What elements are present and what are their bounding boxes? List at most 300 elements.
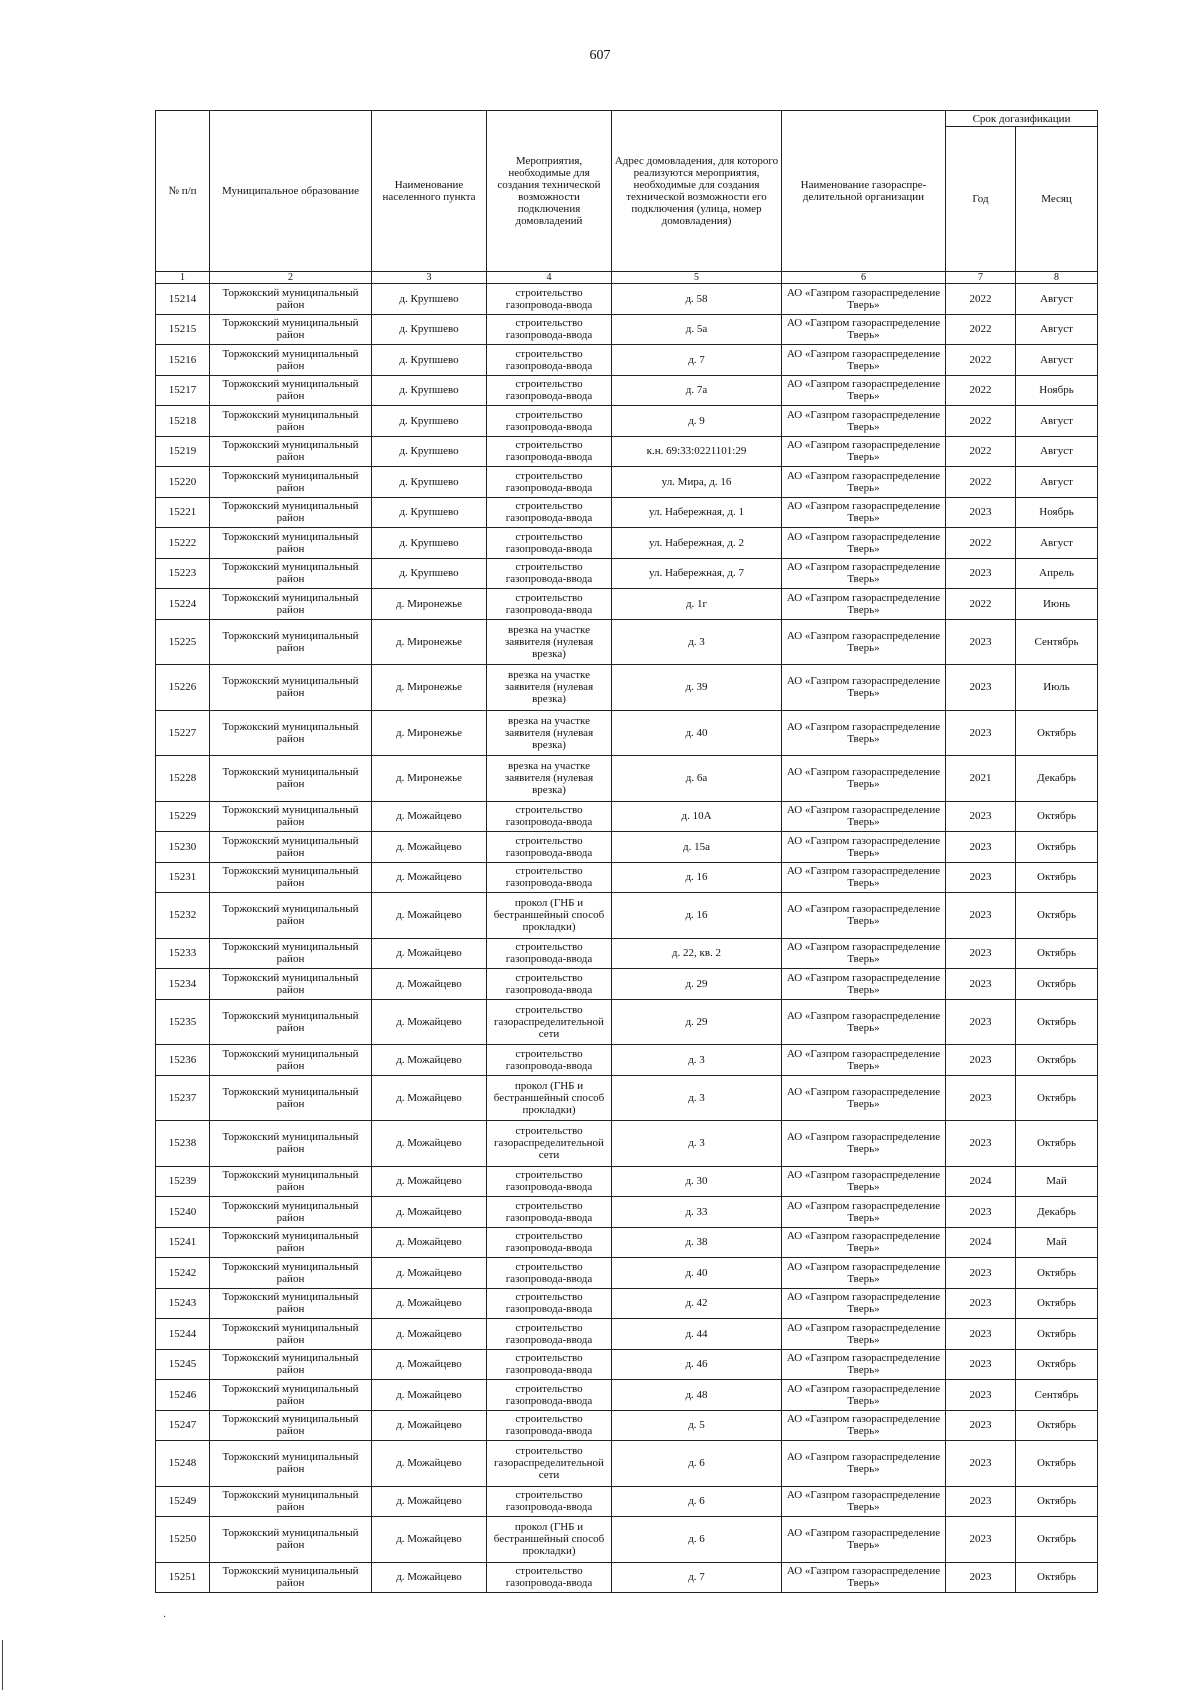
cell-number: 15240 — [156, 1197, 210, 1228]
cell-municipality: Торжокский муниципальный район — [210, 375, 372, 406]
cell-gdo: АО «Газпром газораспределение Тверь» — [782, 710, 946, 756]
header-gdo: Наименование газораспре-делительной организации — [782, 111, 946, 272]
cell-year: 2022 — [946, 436, 1016, 467]
cell-year: 2022 — [946, 314, 1016, 345]
cell-year: 2023 — [946, 938, 1016, 969]
cell-measure: строительство газопровода-ввода — [487, 1258, 612, 1289]
cell-month: Октябрь — [1016, 1258, 1098, 1289]
cell-measure: прокол (ГНБ и бестраншейный способ прокладки) — [487, 1075, 612, 1121]
cell-settlement: д. Можайцево — [372, 1045, 487, 1076]
cell-settlement: д. Можайцево — [372, 1227, 487, 1258]
cell-gdo: АО «Газпром газораспределение Тверь» — [782, 284, 946, 315]
cell-month: Октябрь — [1016, 1517, 1098, 1563]
cell-number: 15219 — [156, 436, 210, 467]
cell-month: Сентябрь — [1016, 619, 1098, 665]
cell-year: 2023 — [946, 497, 1016, 528]
cell-settlement: д. Миронежье — [372, 665, 487, 711]
cell-gdo: АО «Газпром газораспределение Тверь» — [782, 938, 946, 969]
table-row — [156, 1349, 1098, 1380]
cell-measure: строительство газопровода-ввода — [487, 558, 612, 589]
cell-year: 2022 — [946, 375, 1016, 406]
cell-municipality: Торжокский муниципальный район — [210, 1075, 372, 1121]
scan-edge-line — [2, 1640, 3, 1690]
cell-municipality: Торжокский муниципальный район — [210, 314, 372, 345]
cell-gdo: АО «Газпром газораспределение Тверь» — [782, 801, 946, 832]
cell-municipality: Торжокский муниципальный район — [210, 801, 372, 832]
cell-measure: врезка на участке заявителя (нулевая врезка) — [487, 619, 612, 665]
cell-year: 2021 — [946, 756, 1016, 802]
cell-number: 15214 — [156, 284, 210, 315]
cell-address: д. 22, кв. 2 — [612, 938, 782, 969]
cell-number: 15236 — [156, 1045, 210, 1076]
cell-settlement: д. Можайцево — [372, 862, 487, 893]
cell-settlement: д. Можайцево — [372, 1562, 487, 1593]
cell-settlement: д. Крупшево — [372, 345, 487, 376]
cell-month: Июнь — [1016, 589, 1098, 620]
table-row — [156, 1380, 1098, 1411]
column-number: 2 — [210, 272, 372, 284]
cell-settlement: д. Можайцево — [372, 801, 487, 832]
cell-month: Декабрь — [1016, 1197, 1098, 1228]
cell-gdo: АО «Газпром газораспределение Тверь» — [782, 756, 946, 802]
table-row — [156, 862, 1098, 893]
cell-municipality: Торжокский муниципальный район — [210, 1166, 372, 1197]
cell-settlement: д. Крупшево — [372, 314, 487, 345]
cell-measure: строительство газопровода-ввода — [487, 1227, 612, 1258]
cell-settlement: д. Можайцево — [372, 1197, 487, 1228]
cell-address: д. 7 — [612, 345, 782, 376]
cell-municipality: Торжокский муниципальный район — [210, 284, 372, 315]
cell-gdo: АО «Газпром газораспределение Тверь» — [782, 999, 946, 1045]
cell-measure: строительство газопровода-ввода — [487, 1319, 612, 1350]
cell-number: 15235 — [156, 999, 210, 1045]
header-year: Год — [946, 127, 1016, 272]
cell-number: 15217 — [156, 375, 210, 406]
cell-month: Октябрь — [1016, 1045, 1098, 1076]
cell-settlement: д. Можайцево — [372, 832, 487, 863]
cell-gdo: АО «Газпром газораспределение Тверь» — [782, 558, 946, 589]
cell-measure: врезка на участке заявителя (нулевая врезка) — [487, 710, 612, 756]
cell-month: Август — [1016, 436, 1098, 467]
table-row — [156, 314, 1098, 345]
cell-address: д. 16 — [612, 893, 782, 939]
cell-settlement: д. Крупшево — [372, 467, 487, 498]
cell-municipality: Торжокский муниципальный район — [210, 1380, 372, 1411]
cell-gdo: АО «Газпром газораспределение Тверь» — [782, 1517, 946, 1563]
cell-measure: прокол (ГНБ и бестраншейный способ прокладки) — [487, 1517, 612, 1563]
cell-measure: строительство газопровода-ввода — [487, 375, 612, 406]
cell-address: д. 5 — [612, 1410, 782, 1441]
cell-gdo: АО «Газпром газораспределение Тверь» — [782, 1319, 946, 1350]
cell-address: ул. Набережная, д. 7 — [612, 558, 782, 589]
cell-municipality: Торжокский муниципальный район — [210, 893, 372, 939]
cell-address: д. 40 — [612, 710, 782, 756]
cell-address: д. 6 — [612, 1441, 782, 1487]
cell-address: д. 29 — [612, 969, 782, 1000]
table-row — [156, 1288, 1098, 1319]
cell-gdo: АО «Газпром газораспределение Тверь» — [782, 528, 946, 559]
cell-gdo: АО «Газпром газораспределение Тверь» — [782, 375, 946, 406]
cell-number: 15225 — [156, 619, 210, 665]
cell-gdo: АО «Газпром газораспределение Тверь» — [782, 1349, 946, 1380]
header-no: № п/п — [156, 111, 210, 272]
cell-gdo: АО «Газпром газораспределение Тверь» — [782, 1045, 946, 1076]
table-row — [156, 1121, 1098, 1167]
cell-measure: врезка на участке заявителя (нулевая врезка) — [487, 665, 612, 711]
cell-month: Июль — [1016, 665, 1098, 711]
table-row — [156, 1319, 1098, 1350]
cell-measure: строительство газопровода-ввода — [487, 1410, 612, 1441]
table-row — [156, 1486, 1098, 1517]
table-row — [156, 619, 1098, 665]
cell-settlement: д. Можайцево — [372, 1121, 487, 1167]
cell-measure: строительство газопровода-ввода — [487, 801, 612, 832]
column-number: 8 — [1016, 272, 1098, 284]
cell-gdo: АО «Газпром газораспределение Тверь» — [782, 1288, 946, 1319]
cell-year: 2023 — [946, 1486, 1016, 1517]
cell-address: д. 38 — [612, 1227, 782, 1258]
cell-municipality: Торжокский муниципальный район — [210, 436, 372, 467]
cell-municipality: Торжокский муниципальный район — [210, 1441, 372, 1487]
cell-gdo: АО «Газпром газораспределение Тверь» — [782, 1121, 946, 1167]
cell-month: Октябрь — [1016, 1349, 1098, 1380]
cell-number: 15247 — [156, 1410, 210, 1441]
cell-month: Октябрь — [1016, 1562, 1098, 1593]
cell-year: 2023 — [946, 1380, 1016, 1411]
cell-measure: строительство газопровода-ввода — [487, 497, 612, 528]
cell-municipality: Торжокский муниципальный район — [210, 1045, 372, 1076]
table-row — [156, 467, 1098, 498]
cell-address: д. 7 — [612, 1562, 782, 1593]
table-row — [156, 999, 1098, 1045]
cell-number: 15237 — [156, 1075, 210, 1121]
column-numbers-row — [156, 272, 1098, 284]
table-row — [156, 558, 1098, 589]
cell-number: 15249 — [156, 1486, 210, 1517]
cell-year: 2023 — [946, 1075, 1016, 1121]
table-row — [156, 1045, 1098, 1076]
cell-measure: строительство газопровода-ввода — [487, 436, 612, 467]
cell-municipality: Торжокский муниципальный район — [210, 345, 372, 376]
cell-month: Ноябрь — [1016, 497, 1098, 528]
cell-number: 15224 — [156, 589, 210, 620]
cell-year: 2023 — [946, 862, 1016, 893]
cell-settlement: д. Крупшево — [372, 528, 487, 559]
cell-number: 15251 — [156, 1562, 210, 1593]
cell-number: 15234 — [156, 969, 210, 1000]
cell-measure: строительство газопровода-ввода — [487, 314, 612, 345]
cell-month: Октябрь — [1016, 710, 1098, 756]
cell-number: 15245 — [156, 1349, 210, 1380]
cell-measure: строительство газопровода-ввода — [487, 832, 612, 863]
cell-address: д. 1г — [612, 589, 782, 620]
cell-municipality: Торжокский муниципальный район — [210, 1562, 372, 1593]
cell-measure: строительство газопровода-ввода — [487, 969, 612, 1000]
cell-number: 15215 — [156, 314, 210, 345]
table-row — [156, 969, 1098, 1000]
cell-year: 2023 — [946, 1562, 1016, 1593]
table-row — [156, 1258, 1098, 1289]
cell-municipality: Торжокский муниципальный район — [210, 1288, 372, 1319]
cell-month: Август — [1016, 345, 1098, 376]
cell-measure: строительство газопровода-ввода — [487, 1197, 612, 1228]
cell-measure: строительство газопровода-ввода — [487, 1380, 612, 1411]
cell-settlement: д. Можайцево — [372, 969, 487, 1000]
cell-settlement: д. Крупшево — [372, 436, 487, 467]
cell-settlement: д. Миронежье — [372, 619, 487, 665]
cell-municipality: Торжокский муниципальный район — [210, 1258, 372, 1289]
cell-address: ул. Набережная, д. 2 — [612, 528, 782, 559]
table-row — [156, 497, 1098, 528]
cell-month: Октябрь — [1016, 1288, 1098, 1319]
cell-month: Октябрь — [1016, 862, 1098, 893]
cell-year: 2023 — [946, 1121, 1016, 1167]
cell-gdo: АО «Газпром газораспределение Тверь» — [782, 665, 946, 711]
table-row — [156, 1562, 1098, 1593]
cell-municipality: Торжокский муниципальный район — [210, 832, 372, 863]
cell-number: 15248 — [156, 1441, 210, 1487]
cell-number: 15231 — [156, 862, 210, 893]
cell-year: 2023 — [946, 1197, 1016, 1228]
table-row — [156, 938, 1098, 969]
cell-year: 2022 — [946, 467, 1016, 498]
table-row — [156, 284, 1098, 315]
cell-municipality: Торжокский муниципальный район — [210, 558, 372, 589]
cell-measure: строительство газопровода-ввода — [487, 1349, 612, 1380]
table-row — [156, 832, 1098, 863]
cell-year: 2022 — [946, 284, 1016, 315]
cell-address: д. 3 — [612, 1121, 782, 1167]
cell-settlement: д. Можайцево — [372, 1258, 487, 1289]
cell-settlement: д. Крупшево — [372, 284, 487, 315]
cell-measure: строительство газораспределительной сети — [487, 999, 612, 1045]
cell-address: к.н. 69:33:0221101:29 — [612, 436, 782, 467]
cell-number: 15216 — [156, 345, 210, 376]
cell-number: 15243 — [156, 1288, 210, 1319]
table-row — [156, 893, 1098, 939]
cell-address: д. 39 — [612, 665, 782, 711]
cell-measure: строительство газопровода-ввода — [487, 406, 612, 437]
cell-measure: строительство газопровода-ввода — [487, 284, 612, 315]
cell-month: Октябрь — [1016, 938, 1098, 969]
cell-municipality: Торжокский муниципальный район — [210, 1410, 372, 1441]
cell-number: 15239 — [156, 1166, 210, 1197]
table-row — [156, 375, 1098, 406]
cell-municipality: Торжокский муниципальный район — [210, 938, 372, 969]
cell-year: 2023 — [946, 1319, 1016, 1350]
column-number: 7 — [946, 272, 1016, 284]
cell-month: Октябрь — [1016, 801, 1098, 832]
cell-address: д. 5а — [612, 314, 782, 345]
cell-measure: строительство газопровода-ввода — [487, 1166, 612, 1197]
cell-measure: строительство газопровода-ввода — [487, 1486, 612, 1517]
table-row — [156, 1227, 1098, 1258]
cell-month: Октябрь — [1016, 1319, 1098, 1350]
cell-municipality: Торжокский муниципальный район — [210, 619, 372, 665]
cell-month: Август — [1016, 528, 1098, 559]
cell-measure: строительство газопровода-ввода — [487, 1288, 612, 1319]
cell-gdo: АО «Газпром газораспределение Тверь» — [782, 619, 946, 665]
table-row — [156, 1517, 1098, 1563]
table-row — [156, 1075, 1098, 1121]
cell-measure: строительство газопровода-ввода — [487, 938, 612, 969]
cell-municipality: Торжокский муниципальный район — [210, 969, 372, 1000]
cell-municipality: Торжокский муниципальный район — [210, 1227, 372, 1258]
cell-number: 15233 — [156, 938, 210, 969]
cell-number: 15242 — [156, 1258, 210, 1289]
cell-settlement: д. Можайцево — [372, 893, 487, 939]
table-row — [156, 406, 1098, 437]
cell-year: 2023 — [946, 801, 1016, 832]
cell-year: 2023 — [946, 893, 1016, 939]
cell-gdo: АО «Газпром газораспределение Тверь» — [782, 1410, 946, 1441]
cell-settlement: д. Можайцево — [372, 1166, 487, 1197]
table-row — [156, 665, 1098, 711]
cell-year: 2023 — [946, 1045, 1016, 1076]
cell-number: 15246 — [156, 1380, 210, 1411]
cell-address: д. 3 — [612, 619, 782, 665]
cell-month: Апрель — [1016, 558, 1098, 589]
cell-measure: строительство газопровода-ввода — [487, 589, 612, 620]
cell-gdo: АО «Газпром газораспределение Тверь» — [782, 589, 946, 620]
cell-year: 2022 — [946, 406, 1016, 437]
cell-settlement: д. Миронежье — [372, 710, 487, 756]
cell-address: д. 58 — [612, 284, 782, 315]
cell-year: 2023 — [946, 710, 1016, 756]
header-settlement: Наименование населенного пункта — [372, 111, 487, 272]
cell-year: 2022 — [946, 528, 1016, 559]
cell-address: д. 33 — [612, 1197, 782, 1228]
cell-year: 2023 — [946, 1517, 1016, 1563]
cell-settlement: д. Можайцево — [372, 1319, 487, 1350]
cell-measure: прокол (ГНБ и бестраншейный способ прокладки) — [487, 893, 612, 939]
cell-number: 15218 — [156, 406, 210, 437]
header-measures: Мероприятия, необходимые для создания технической возможности подключения домовладений — [487, 111, 612, 272]
table-row — [156, 1166, 1098, 1197]
cell-measure: строительство газопровода-ввода — [487, 862, 612, 893]
cell-gdo: АО «Газпром газораспределение Тверь» — [782, 832, 946, 863]
cell-municipality: Торжокский муниципальный район — [210, 862, 372, 893]
cell-address: д. 6 — [612, 1517, 782, 1563]
table-row — [156, 710, 1098, 756]
cell-number: 15222 — [156, 528, 210, 559]
cell-settlement: д. Можайцево — [372, 1441, 487, 1487]
header-deadline: Срок догазификации — [946, 111, 1098, 127]
column-number: 3 — [372, 272, 487, 284]
cell-number: 15230 — [156, 832, 210, 863]
cell-month: Август — [1016, 467, 1098, 498]
cell-municipality: Торжокский муниципальный район — [210, 528, 372, 559]
cell-month: Сентябрь — [1016, 1380, 1098, 1411]
cell-month: Август — [1016, 284, 1098, 315]
cell-number: 15226 — [156, 665, 210, 711]
cell-settlement: д. Можайцево — [372, 1486, 487, 1517]
cell-year: 2023 — [946, 999, 1016, 1045]
column-number: 6 — [782, 272, 946, 284]
cell-number: 15232 — [156, 893, 210, 939]
cell-address: д. 46 — [612, 1349, 782, 1380]
cell-gdo: АО «Газпром газораспределение Тверь» — [782, 497, 946, 528]
cell-measure: строительство газораспределительной сети — [487, 1441, 612, 1487]
cell-settlement: д. Крупшево — [372, 375, 487, 406]
cell-municipality: Торжокский муниципальный район — [210, 665, 372, 711]
cell-gdo: АО «Газпром газораспределение Тверь» — [782, 467, 946, 498]
cell-number: 15241 — [156, 1227, 210, 1258]
cell-settlement: д. Можайцево — [372, 1380, 487, 1411]
cell-gdo: АО «Газпром газораспределение Тверь» — [782, 1258, 946, 1289]
cell-settlement: д. Миронежье — [372, 756, 487, 802]
cell-municipality: Торжокский муниципальный район — [210, 710, 372, 756]
cell-number: 15238 — [156, 1121, 210, 1167]
cell-address: д. 16 — [612, 862, 782, 893]
table-row — [156, 801, 1098, 832]
table-body — [156, 284, 1098, 1593]
cell-municipality: Торжокский муниципальный район — [210, 1197, 372, 1228]
cell-settlement: д. Крупшево — [372, 406, 487, 437]
cell-month: Октябрь — [1016, 999, 1098, 1045]
cell-settlement: д. Можайцево — [372, 999, 487, 1045]
header-month: Месяц — [1016, 127, 1098, 272]
cell-gdo: АО «Газпром газораспределение Тверь» — [782, 345, 946, 376]
cell-month: Октябрь — [1016, 969, 1098, 1000]
cell-measure: строительство газопровода-ввода — [487, 1045, 612, 1076]
cell-municipality: Торжокский муниципальный район — [210, 497, 372, 528]
cell-year: 2023 — [946, 1258, 1016, 1289]
gasification-table — [155, 110, 1098, 1593]
table-row — [156, 528, 1098, 559]
cell-municipality: Торжокский муниципальный район — [210, 1517, 372, 1563]
cell-measure: строительство газопровода-ввода — [487, 467, 612, 498]
header-address: Адрес домовладения, для которого реализуются мероприятия, необходимые для создания технической возможности его подключения (улица, номер домовладения) — [612, 111, 782, 272]
cell-year: 2024 — [946, 1227, 1016, 1258]
page-number: 607 — [589, 48, 611, 63]
cell-number: 15221 — [156, 497, 210, 528]
cell-number: 15228 — [156, 756, 210, 802]
cell-measure: строительство газопровода-ввода — [487, 345, 612, 376]
cell-month: Октябрь — [1016, 893, 1098, 939]
cell-settlement: д. Миронежье — [372, 589, 487, 620]
cell-year: 2023 — [946, 1410, 1016, 1441]
cell-month: Ноябрь — [1016, 375, 1098, 406]
cell-address: д. 7а — [612, 375, 782, 406]
cell-address: д. 6а — [612, 756, 782, 802]
cell-gdo: АО «Газпром газораспределение Тверь» — [782, 1380, 946, 1411]
cell-address: д. 48 — [612, 1380, 782, 1411]
cell-address: д. 9 — [612, 406, 782, 437]
cell-year: 2023 — [946, 832, 1016, 863]
cell-settlement: д. Можайцево — [372, 1517, 487, 1563]
cell-measure: врезка на участке заявителя (нулевая врезка) — [487, 756, 612, 802]
cell-municipality: Торжокский муниципальный район — [210, 467, 372, 498]
cell-month: Октябрь — [1016, 1410, 1098, 1441]
scan-artifact-dot: · — [163, 1612, 167, 1623]
cell-number: 15244 — [156, 1319, 210, 1350]
table-row — [156, 1410, 1098, 1441]
cell-measure: строительство газораспределительной сети — [487, 1121, 612, 1167]
cell-address: д. 3 — [612, 1045, 782, 1076]
cell-year: 2023 — [946, 969, 1016, 1000]
cell-year: 2022 — [946, 589, 1016, 620]
cell-address: д. 40 — [612, 1258, 782, 1289]
cell-municipality: Торжокский муниципальный район — [210, 1319, 372, 1350]
table-row — [156, 756, 1098, 802]
cell-address: д. 30 — [612, 1166, 782, 1197]
cell-municipality: Торжокский муниципальный район — [210, 1349, 372, 1380]
cell-municipality: Торжокский муниципальный район — [210, 406, 372, 437]
cell-month: Октябрь — [1016, 1441, 1098, 1487]
table-row — [156, 436, 1098, 467]
cell-municipality: Торжокский муниципальный район — [210, 1486, 372, 1517]
